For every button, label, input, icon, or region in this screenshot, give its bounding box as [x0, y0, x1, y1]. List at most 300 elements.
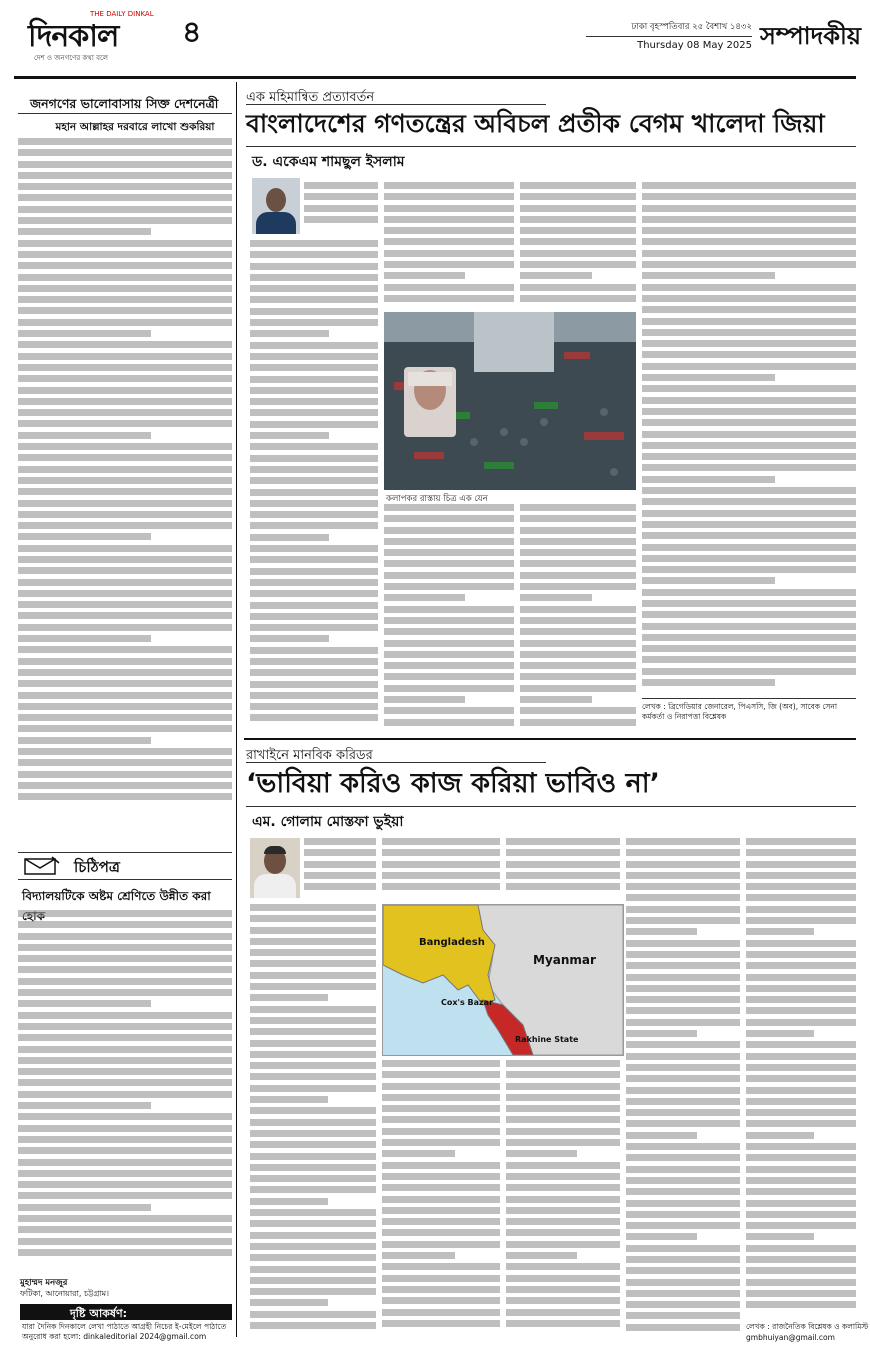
text-line — [18, 387, 232, 394]
text-line — [250, 669, 378, 676]
article2-rule — [246, 806, 856, 807]
text-line — [642, 645, 856, 652]
page-number: ৪ — [182, 15, 202, 50]
text-line — [746, 1211, 856, 1218]
text-line — [18, 409, 232, 416]
text-line — [506, 1218, 620, 1225]
text-line — [18, 955, 232, 962]
text-line — [250, 376, 378, 383]
editorial-body — [18, 138, 232, 808]
text-line — [626, 974, 740, 981]
text-line — [250, 364, 378, 371]
text-line — [250, 1266, 376, 1273]
text-line — [250, 692, 378, 699]
article2-col1 — [250, 904, 376, 1339]
text-line — [746, 849, 856, 856]
text-line — [626, 985, 740, 992]
text-line — [382, 1309, 500, 1316]
text-line — [506, 883, 620, 890]
text-line — [746, 951, 856, 958]
article2-col3-top — [506, 838, 620, 900]
text-line — [506, 1116, 620, 1123]
text-line — [626, 1290, 740, 1297]
notice-text: যারা দৈনিক দিনকালে লেখা পাঠাতে আগ্রহী নিচের ই-মেইলে পাঠাতে অনুরোধ করা হলো: dinkaleditorial 2024@gmail.com — [22, 1322, 227, 1341]
text-line — [382, 1128, 500, 1135]
text-line — [746, 1087, 856, 1094]
text-line — [382, 1297, 500, 1304]
text-line — [382, 1207, 500, 1214]
text-line — [746, 1166, 856, 1173]
text-line — [382, 1218, 500, 1225]
text-line — [746, 1233, 814, 1240]
text-line — [506, 1071, 620, 1078]
text-line — [626, 1087, 740, 1094]
text-line — [18, 307, 232, 314]
paper-name: দিনকাল — [28, 19, 119, 54]
text-line — [250, 579, 378, 586]
article1-rally-photo — [384, 312, 636, 490]
text-line — [304, 182, 378, 189]
text-line — [520, 250, 636, 257]
text-line — [18, 601, 232, 608]
masthead-rule — [14, 76, 856, 79]
text-line — [382, 1320, 500, 1327]
text-line — [250, 477, 378, 484]
text-line — [642, 431, 856, 438]
text-line — [506, 1094, 620, 1101]
article2-col5 — [746, 838, 856, 1318]
text-line — [506, 1229, 620, 1236]
text-line — [626, 1211, 740, 1218]
text-line — [382, 1105, 500, 1112]
text-line — [250, 1220, 376, 1227]
text-line — [746, 1143, 856, 1150]
article1-col3-top — [520, 182, 636, 307]
text-line — [746, 928, 814, 935]
text-line — [506, 1083, 620, 1090]
text-line — [520, 640, 636, 647]
text-line — [626, 1132, 697, 1139]
text-line — [746, 917, 856, 924]
article1-author: ড. একেএম শামছুল ইসলাম — [252, 154, 405, 170]
text-line — [250, 647, 378, 654]
text-line — [626, 1007, 740, 1014]
map-image — [383, 905, 623, 1055]
text-line — [382, 1286, 500, 1293]
text-line — [626, 1256, 740, 1263]
text-line — [746, 1188, 856, 1195]
text-line — [626, 962, 740, 969]
article1-col4 — [642, 182, 856, 694]
rally-photo-image — [384, 312, 636, 490]
text-line — [746, 985, 856, 992]
text-line — [642, 374, 775, 381]
text-line — [18, 194, 232, 201]
text-line — [642, 284, 856, 291]
text-line — [520, 272, 592, 279]
text-line — [18, 432, 151, 439]
text-line — [18, 1170, 232, 1177]
text-line — [384, 685, 514, 692]
text-line — [250, 1198, 328, 1205]
article1-footer: লেখক : ব্রিগেডিয়ার জেনারেল, পিএসসি, জি (অব), সাবেক সেনা কর্মকর্তা ও নিরাপত্তা বিশ্লেষক — [642, 702, 838, 721]
text-line — [250, 240, 378, 247]
text-line — [626, 1019, 740, 1026]
text-line — [520, 504, 636, 511]
text-line — [626, 1120, 740, 1127]
text-line — [384, 549, 514, 556]
text-line — [18, 989, 232, 996]
text-line — [304, 861, 376, 868]
paper-name-english: THE DAILY DINKAL — [90, 10, 154, 18]
text-line — [250, 534, 329, 541]
text-line — [18, 1238, 232, 1245]
text-line — [18, 353, 232, 360]
text-line — [18, 692, 232, 699]
text-line — [642, 521, 856, 528]
text-line — [304, 205, 378, 212]
text-line — [642, 182, 856, 189]
text-line — [250, 1153, 376, 1160]
article1-photo-caption: কলাপকর রাস্তায় চিত্র এক যেন — [386, 494, 488, 504]
text-line — [18, 488, 232, 495]
article2-col2 — [382, 1060, 500, 1340]
text-line — [18, 274, 232, 281]
text-line — [520, 628, 636, 635]
text-line — [18, 1249, 232, 1256]
text-line — [642, 363, 856, 370]
text-line — [520, 527, 636, 534]
text-line — [18, 1046, 232, 1053]
text-line — [384, 673, 514, 680]
text-line — [746, 1019, 856, 1026]
text-line — [626, 1177, 740, 1184]
text-line — [250, 1288, 376, 1295]
paper-tagline: দেশ ও জনগণের কথা বলে — [34, 54, 109, 62]
text-line — [18, 1192, 232, 1199]
article-separator — [244, 738, 856, 740]
text-line — [506, 849, 620, 856]
text-line — [250, 681, 378, 688]
text-line — [626, 1222, 740, 1229]
text-line — [642, 498, 856, 505]
text-line — [304, 883, 376, 890]
text-line — [18, 714, 232, 721]
text-line — [250, 296, 378, 303]
text-line — [250, 455, 378, 462]
text-line — [384, 719, 514, 726]
text-line — [250, 915, 376, 922]
text-line — [746, 872, 856, 879]
notice-title-bar — [20, 1304, 232, 1320]
letter-author-place: ফটিকা, আনোয়ারা, চট্টগ্রাম। — [20, 1289, 109, 1298]
text-line — [642, 397, 856, 404]
letter-body — [18, 910, 232, 1270]
letter-title: বিদ্যালয়টিকে অষ্টম শ্রেণিতে উন্নীত করা — [22, 889, 211, 903]
text-line — [384, 261, 514, 268]
text-line — [18, 748, 232, 755]
text-line — [642, 555, 856, 562]
text-line — [250, 938, 376, 945]
text-line — [250, 466, 378, 473]
text-line — [746, 883, 856, 890]
text-line — [382, 1083, 500, 1090]
text-line — [18, 1125, 232, 1132]
text-line — [18, 1068, 232, 1075]
text-line — [250, 1164, 376, 1171]
text-line — [250, 308, 378, 315]
text-line — [250, 387, 378, 394]
text-line — [382, 1116, 500, 1123]
text-line — [384, 238, 514, 245]
text-line — [506, 872, 620, 879]
text-line — [520, 261, 636, 268]
text-line — [250, 443, 378, 450]
text-line — [384, 572, 514, 579]
text-line — [18, 285, 232, 292]
text-line — [642, 634, 856, 641]
text-line — [18, 737, 151, 744]
text-line — [250, 1277, 376, 1284]
text-line — [642, 487, 856, 494]
text-line — [520, 284, 636, 291]
envelope-icon — [24, 856, 60, 876]
text-line — [18, 161, 232, 168]
letters-header — [18, 852, 232, 880]
text-line — [384, 205, 514, 212]
article2-author-photo — [250, 838, 300, 898]
text-line — [250, 1119, 376, 1126]
text-line — [642, 238, 856, 245]
text-line — [520, 227, 636, 234]
text-line — [642, 589, 856, 596]
text-line — [642, 623, 856, 630]
text-line — [506, 1252, 577, 1259]
text-line — [642, 510, 856, 517]
text-line — [18, 1215, 232, 1222]
text-line — [642, 668, 856, 675]
text-line — [626, 1233, 697, 1240]
text-line — [626, 1166, 740, 1173]
text-line — [18, 500, 232, 507]
text-line — [506, 1275, 620, 1282]
text-line — [250, 545, 378, 552]
paper-logo — [28, 10, 183, 62]
text-line — [250, 1141, 376, 1148]
text-line — [746, 996, 856, 1003]
text-line — [746, 1041, 856, 1048]
text-line — [384, 538, 514, 545]
text-line — [250, 904, 376, 911]
text-line — [384, 227, 514, 234]
text-line — [18, 217, 232, 224]
text-line — [18, 183, 232, 190]
text-line — [250, 263, 378, 270]
text-line — [384, 527, 514, 534]
article1-kicker-bar — [246, 86, 546, 105]
text-line — [384, 193, 514, 200]
text-line — [506, 1150, 577, 1157]
text-line — [520, 193, 636, 200]
text-line — [384, 628, 514, 635]
text-line — [250, 353, 378, 360]
text-line — [746, 894, 856, 901]
text-line — [18, 545, 232, 552]
date-bangla: ঢাকা বৃহস্পতিবার ২৫ বৈশাখ ১৪৩২ — [586, 20, 752, 37]
article2-author: এম. গোলাম মোস্তফা ভুইয়া — [252, 814, 404, 830]
text-line — [18, 375, 232, 382]
text-line — [506, 1286, 620, 1293]
text-line — [626, 1301, 740, 1308]
text-line — [642, 295, 856, 302]
text-line — [626, 1098, 740, 1105]
text-line — [626, 996, 740, 1003]
text-line — [250, 319, 378, 326]
text-line — [520, 560, 636, 567]
article2-footer-line1: লেখক : রাজনৈতিক বিশ্লেষক ও কলামিস্ট — [746, 1322, 869, 1331]
text-line — [626, 917, 740, 924]
text-line — [642, 318, 856, 325]
text-line — [520, 673, 636, 680]
text-line — [18, 330, 151, 337]
text-line — [18, 296, 232, 303]
text-line — [384, 651, 514, 658]
text-line — [626, 1041, 740, 1048]
text-line — [250, 251, 378, 258]
text-line — [626, 906, 740, 913]
article1-footer-rule — [642, 698, 856, 699]
text-line — [250, 398, 378, 405]
text-line — [746, 1098, 856, 1105]
text-line — [250, 1299, 328, 1306]
text-line — [746, 1245, 856, 1252]
text-line — [506, 1241, 620, 1248]
text-line — [18, 1226, 232, 1233]
text-line — [18, 319, 232, 326]
text-line — [250, 500, 378, 507]
text-line — [642, 656, 856, 663]
text-line — [746, 1120, 856, 1127]
text-line — [250, 1311, 376, 1318]
text-line — [382, 1162, 500, 1169]
notice-title: দৃষ্টি আকর্ষণ: — [70, 1307, 127, 1320]
text-line — [250, 1096, 328, 1103]
text-line — [642, 340, 856, 347]
text-line — [250, 342, 378, 349]
text-line — [18, 1113, 232, 1120]
text-line — [520, 205, 636, 212]
map-label-coxs-bazar: Cox's Bazar — [441, 998, 494, 1007]
article2-col4 — [626, 838, 740, 1340]
article1-kicker: এক মহিমান্বিত প্রত্যাবর্তন — [246, 90, 375, 105]
text-line — [18, 240, 232, 247]
text-line — [250, 602, 378, 609]
text-line — [18, 725, 232, 732]
text-line — [18, 364, 232, 371]
text-line — [250, 1175, 376, 1182]
text-line — [746, 1267, 856, 1274]
text-line — [384, 504, 514, 511]
text-line — [626, 894, 740, 901]
map-label-myanmar: Myanmar — [533, 953, 596, 967]
text-line — [626, 1200, 740, 1207]
text-line — [642, 679, 775, 686]
text-line — [626, 1312, 740, 1319]
text-line — [384, 182, 514, 189]
text-line — [250, 613, 378, 620]
text-line — [250, 960, 376, 967]
text-line — [250, 927, 376, 934]
text-line — [642, 577, 775, 584]
text-line — [384, 515, 514, 522]
text-line — [250, 714, 378, 721]
text-line — [382, 1060, 500, 1067]
text-line — [642, 216, 856, 223]
text-line — [18, 477, 232, 484]
text-line — [384, 594, 465, 601]
text-line — [746, 1279, 856, 1286]
text-line — [626, 883, 740, 890]
text-line — [384, 250, 514, 257]
text-line — [520, 182, 636, 189]
text-line — [642, 261, 856, 268]
text-line — [18, 1102, 151, 1109]
text-line — [626, 1279, 740, 1286]
text-line — [746, 1177, 856, 1184]
text-line — [18, 669, 232, 676]
text-line — [18, 1012, 232, 1019]
text-line — [506, 1128, 620, 1135]
text-line — [384, 295, 514, 302]
text-line — [384, 617, 514, 624]
text-line — [642, 329, 856, 336]
text-line — [18, 1136, 232, 1143]
editorial-rule — [18, 113, 232, 114]
text-line — [382, 1184, 500, 1191]
article2-col1-top — [304, 838, 376, 900]
text-line — [18, 590, 232, 597]
text-line — [18, 443, 232, 450]
text-line — [18, 944, 232, 951]
text-line — [642, 351, 856, 358]
text-line — [18, 251, 232, 258]
text-line — [18, 1181, 232, 1188]
text-line — [642, 532, 856, 539]
text-line — [506, 1320, 620, 1327]
text-line — [18, 1057, 232, 1064]
text-line — [18, 138, 232, 145]
text-line — [250, 432, 329, 439]
text-line — [384, 606, 514, 613]
text-line — [626, 861, 740, 868]
text-line — [506, 1060, 620, 1067]
date-english: Thursday 08 May 2025 — [637, 40, 752, 51]
text-line — [18, 910, 232, 917]
text-line — [18, 466, 232, 473]
text-line — [250, 421, 378, 428]
text-line — [384, 583, 514, 590]
article1-col1-top — [304, 182, 378, 234]
text-line — [626, 1030, 697, 1037]
text-line — [250, 1254, 376, 1261]
text-line — [250, 568, 378, 575]
text-line — [18, 1147, 232, 1154]
text-line — [520, 583, 636, 590]
text-line — [18, 228, 151, 235]
text-line — [382, 1071, 500, 1078]
text-line — [382, 1252, 455, 1259]
text-line — [520, 538, 636, 545]
